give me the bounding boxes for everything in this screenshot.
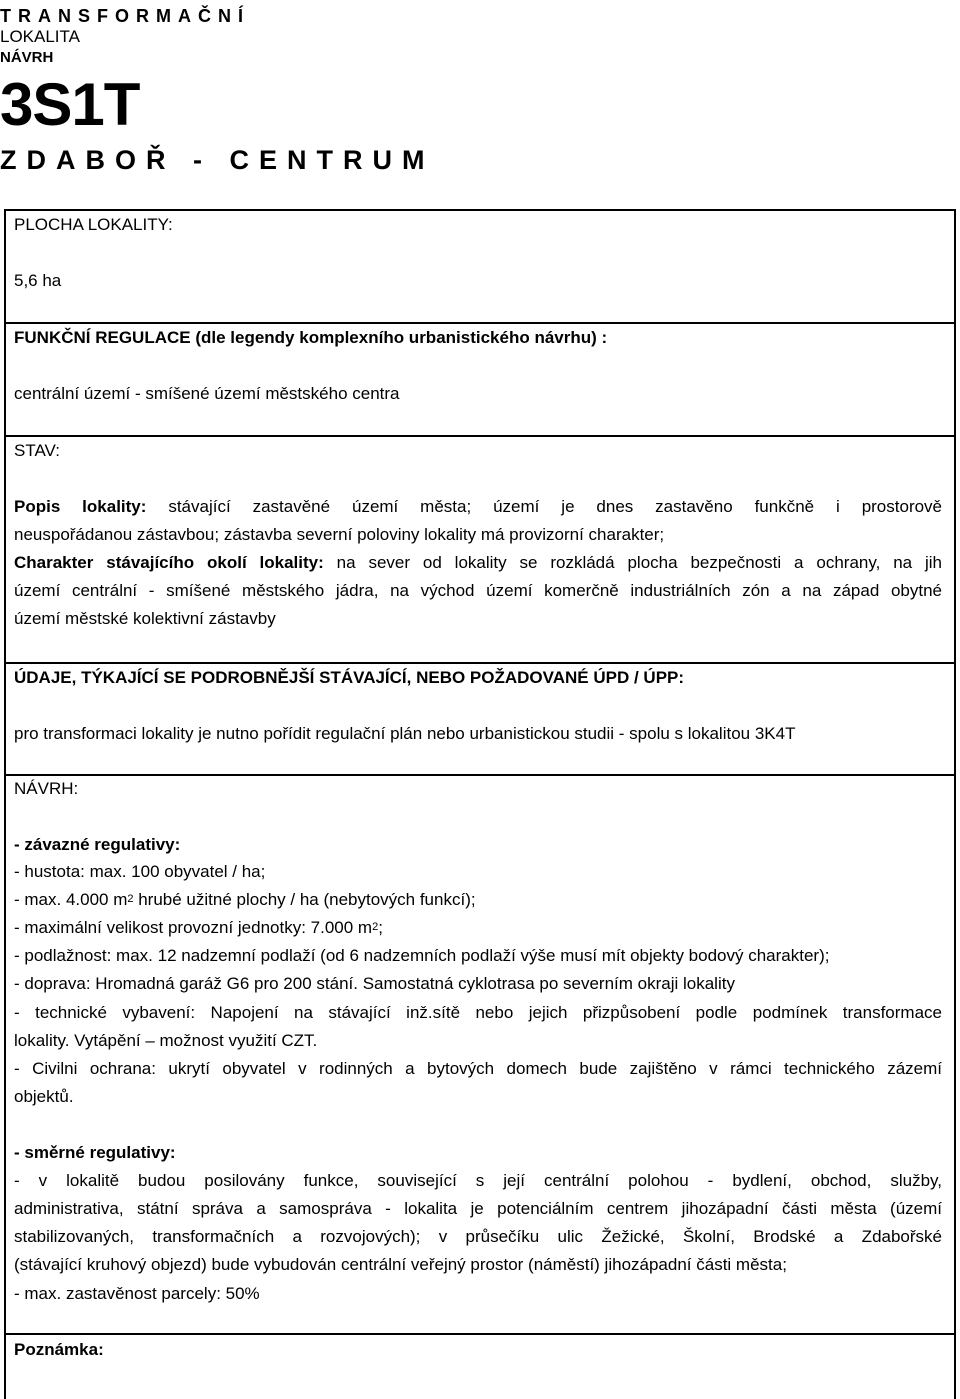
header-category: TRANSFORMAČNÍ [0, 6, 250, 26]
navrh-label: NÁVRH: [14, 779, 79, 798]
popis-line1: Popis lokality: stávající zastavěné území města; území je dnes zastavěno funkčně i prostorově [14, 497, 943, 516]
divider [4, 322, 956, 324]
regulativ-hustota: - hustota: max. 100 obyvatel / ha; [14, 862, 266, 881]
poznamka-label: Poznámka: [14, 1340, 104, 1359]
popis-line2: neuspořádanou zástavbou; zástavba severní poloviny lokality má provizorní charakter; [14, 525, 665, 544]
locality-name: ZDABOŘ - CENTRUM [0, 145, 435, 175]
locality-code: 3S1T [0, 71, 140, 138]
smerne-line2: administrativa, státní správa a samospráva - lokalita je potenciálním centrem jihozápadní části města (území [14, 1199, 942, 1218]
zavazne-label: - závazné regulativy: [14, 835, 181, 854]
charakter-line1: Charakter stávajícího okolí lokality: na sever od lokality se rozkládá plocha bezpečnosti a ochrany, na jih [14, 553, 942, 572]
divider [4, 774, 956, 776]
regulativ-technicke-line2: lokality. Vytápění – možnost využití CZT. [14, 1031, 318, 1050]
charakter-line2: území centrální - smíšené městského jádra, na východ území komerčně industriálních zón a na západ obytné [14, 581, 942, 600]
divider [4, 435, 956, 437]
charakter-label: Charakter stávajícího okolí lokality: [14, 553, 324, 572]
regulativ-doprava: - doprava: Hromadná garáž G6 pro 200 stání. Samostatná cyklotrasa po severním okraji lokality [14, 974, 735, 993]
stav-label: STAV: [14, 441, 60, 460]
smerne-line3: stabilizovaných, transformačních a rozvojových); v průsečíku ulic Žežické, Školní, Brodské a Zdabořské [14, 1227, 942, 1246]
header-status: NÁVRH [0, 49, 54, 66]
regulativ-ochrana-line2: objektů. [14, 1087, 74, 1106]
udaje-label: ÚDAJE, TÝKAJÍCÍ SE PODROBNĚJŠÍ STÁVAJÍCÍ, NEBO POŽADOVANÉ ÚPD / ÚPP: [14, 668, 685, 687]
smerne-line4: (stávající kruhový objezd) bude vybudován centrální veřejný prostor (náměstí) jihozápadní části města; [14, 1255, 787, 1274]
plocha-label: PLOCHA LOKALITY: [14, 215, 173, 234]
funkcni-label: FUNKČNÍ REGULACE (dle legendy komplexního urbanistického návrhu) : [14, 328, 608, 347]
popis-label: Popis lokality: [14, 497, 147, 516]
header-type: LOKALITA [0, 27, 80, 46]
divider [4, 662, 956, 664]
smerne-line1: - v lokalitě budou posilovány funkce, související s její centrální polohou - bydlení, obchod, služby, [14, 1171, 942, 1190]
regulativ-ochrana-line1: - Civilni ochrana: ukrytí obyvatel v rodinných a bytových domech bude zajištěno v rámci technického zázemí [14, 1059, 942, 1078]
funkcni-value: centrální území - smíšené území městského centra [14, 384, 400, 403]
regulativ-podlaznost: - podlažnost: max. 12 nadzemní podlaží (od 6 nadzemních podlaží výše musí mít objekty bodový charakter); [14, 946, 830, 965]
smerne-zastavenost: - max. zastavěnost parcely: 50% [14, 1284, 260, 1303]
regulativ-technicke-line1: - technické vybavení: Napojení na stávající inž.sítě nebo jejich přizpůsobení podle podmínek transformace [14, 1003, 942, 1022]
plocha-value: 5,6 ha [14, 271, 62, 290]
regulativ-plochy: - max. 4.000 $m^2$ hrubé užitné plochy / ha (nebytových funkcí); [14, 890, 476, 909]
divider [4, 1333, 956, 1335]
smerne-label: - směrné regulativy: [14, 1143, 176, 1162]
charakter-line3: území městské kolektivní zástavby [14, 609, 276, 628]
udaje-value: pro transformaci lokality je nutno pořídit regulační plán nebo urbanistickou studii - spolu s lokalitou 3K4T [14, 724, 796, 743]
regulativ-jednotka: - maximální velikost provozní jednotky: 7.000 $m^2$; [14, 918, 383, 937]
